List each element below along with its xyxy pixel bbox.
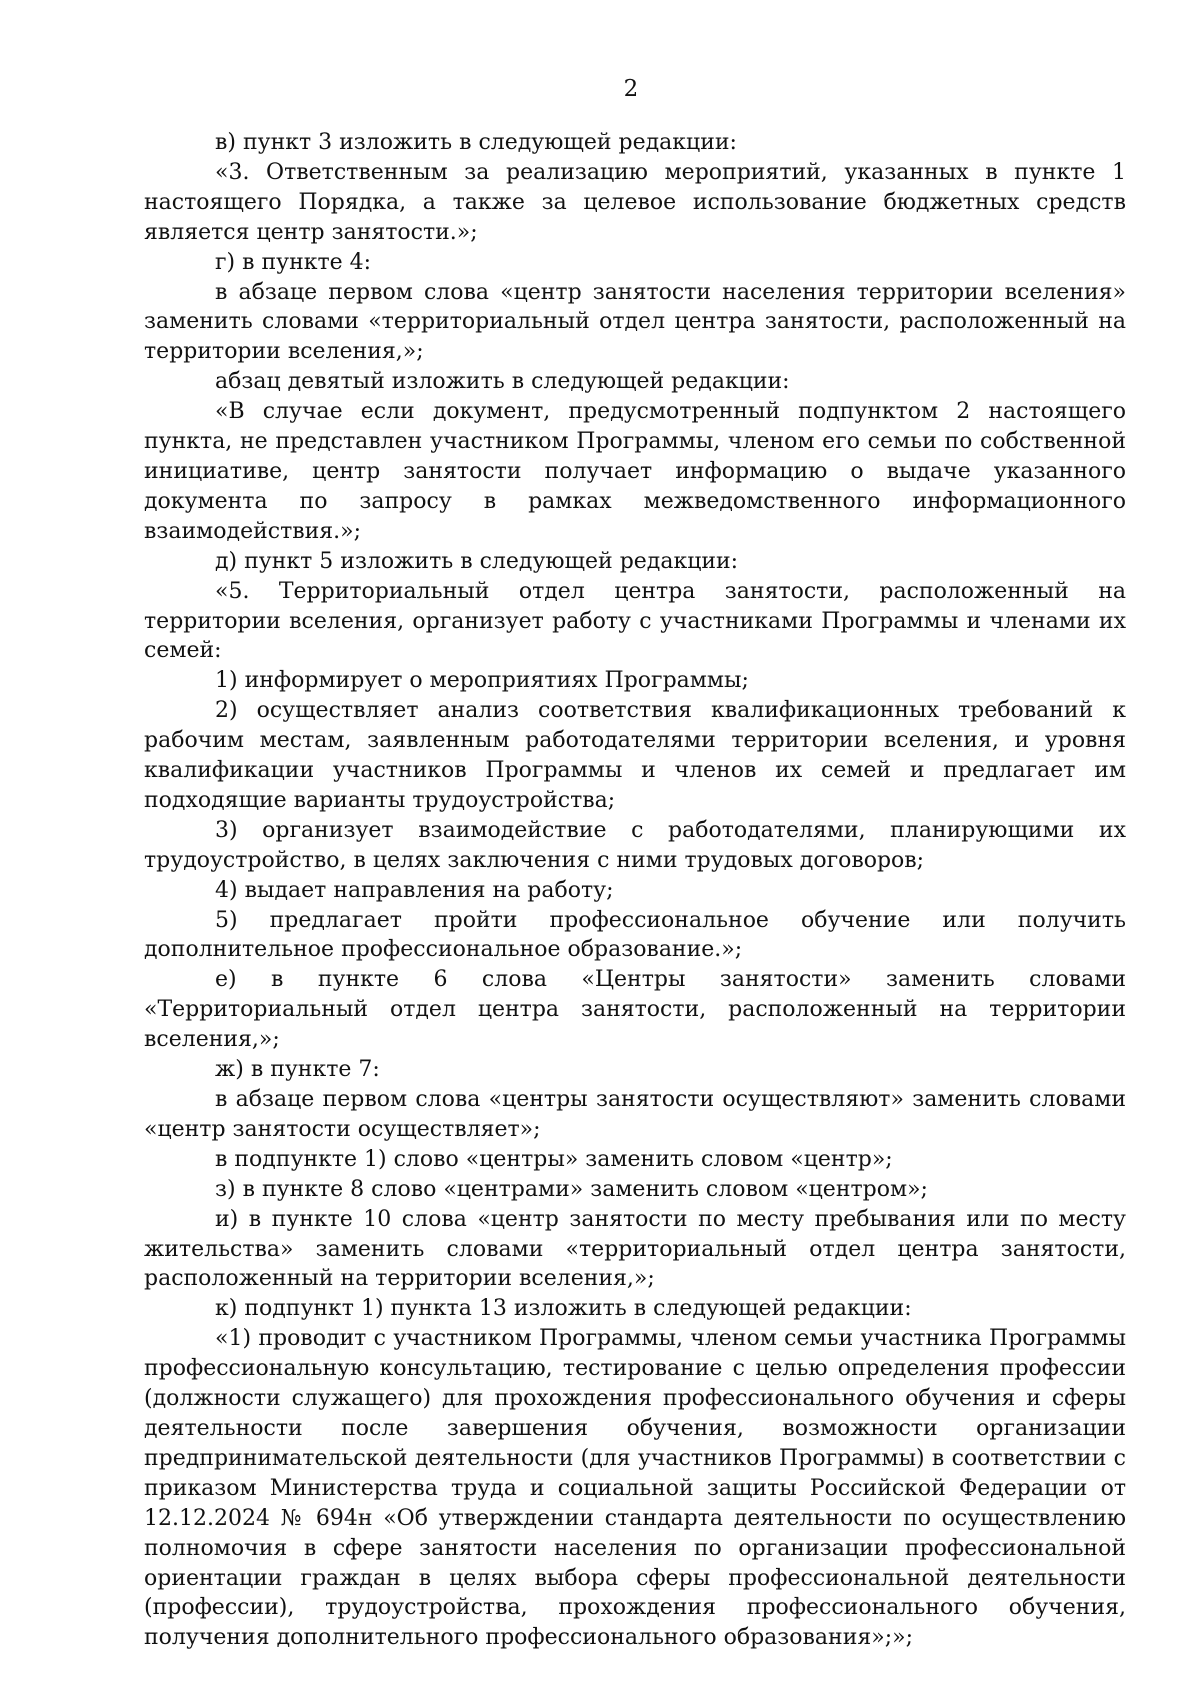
paragraph: г) в пункте 4: [215, 249, 372, 275]
paragraph: д) пункт 5 изложить в следующей редакции: [215, 548, 739, 574]
paragraph: в) пункт 3 изложить в следующей редакции: [215, 130, 737, 155]
paragraph: з) в пункте 8 слово «центрами» заменить словом «центром»; [215, 1176, 928, 1202]
paragraph: «1) проводит с участником Программы, членом семьи участника Программы профессиональную консультацию, тестирование с целью определения профессии (должности служащего) для прохождения профессионального обучения и сферы деятельности после завершения обучения, возможности организации предпринимательской деятельности (для участников Программы) в соответствии с приказом Министерства труда и социальной защиты Российской Федерации от 12.12.2024 № 694н «Об утверждении стандарта деятельности по осуществлению полномочия в сфере занятости населения по организации профессиональной ориентации граждан в целях выбора сферы профессиональной деятельности (профессии), трудоустройства, прохождения профессионального обучения, получения дополнительного профессионального образования»;»; [144, 1326, 1126, 1651]
paragraph: «5. Территориальный отдел центра занятости, расположенный на территории вселения, организует работу с участниками Программы и членами их семей: [144, 578, 1126, 664]
paragraph: «В случае если документ, предусмотренный подпунктом 2 настоящего пункта, не представлен участником Программы, членом его семьи по собственной инициативе, центр занятости получает информацию о выдаче указанного документа по запросу в рамках межведомственного информационного взаимодействия.»; [144, 399, 1126, 544]
paragraph: в абзаце первом слова «центры занятости осуществляют» заменить словами «центр занятости осуществляет»; [144, 1087, 1126, 1142]
paragraph: «3. Ответственным за реализацию мероприятий, указанных в пункте 1 настоящего Порядка, а также за целевое использование бюджетных средств является центр занятости.»; [144, 159, 1126, 245]
paragraph: 5) предлагает пройти профессиональное обучение или получить дополнительное профессиональное образование.»; [144, 907, 1126, 963]
paragraph: 4) выдает направления на работу; [215, 877, 614, 903]
document-body [144, 128, 1126, 1653]
paragraph: е) в пункте 6 слова «Центры занятости» заменить словами «Территориальный отдел центра занятости, расположенный на территории вселения,»; [144, 967, 1126, 1053]
paragraph: ж) в пункте 7: [215, 1057, 380, 1083]
paragraph: в абзаце первом слова «центр занятости населения территории вселения» заменить словами «территориальный отдел центра занятости, расположенный на территории вселения,»; [144, 279, 1126, 365]
paragraph: к) подпункт 1) пункта 13 изложить в следующей редакции: [215, 1296, 912, 1322]
paragraph: 3) организует взаимодействие с работодателями, планирующими их трудоустройство, в целях заключения с ними трудовых договоров; [144, 817, 1126, 873]
paragraph: и) в пункте 10 слова «центр занятости по месту пребывания или по месту жительства» заменить словами «территориальный отдел центра занятости, расположенный на территории вселения,»; [144, 1206, 1126, 1292]
paragraph: абзац девятый изложить в следующей редакции: [215, 369, 790, 395]
paragraph: 2) осуществляет анализ соответствия квалификационных требований к рабочим местам, заявленным работодателями территории вселения, и уровня квалификации участников Программы и членов их семей и предлагает им подходящие варианты трудоустройства; [144, 698, 1126, 813]
paragraph: в подпункте 1) слово «центры» заменить словом «центр»; [215, 1146, 893, 1172]
page-number: 2 [623, 76, 639, 102]
paragraph: 1) информирует о мероприятиях Программы; [215, 668, 749, 694]
